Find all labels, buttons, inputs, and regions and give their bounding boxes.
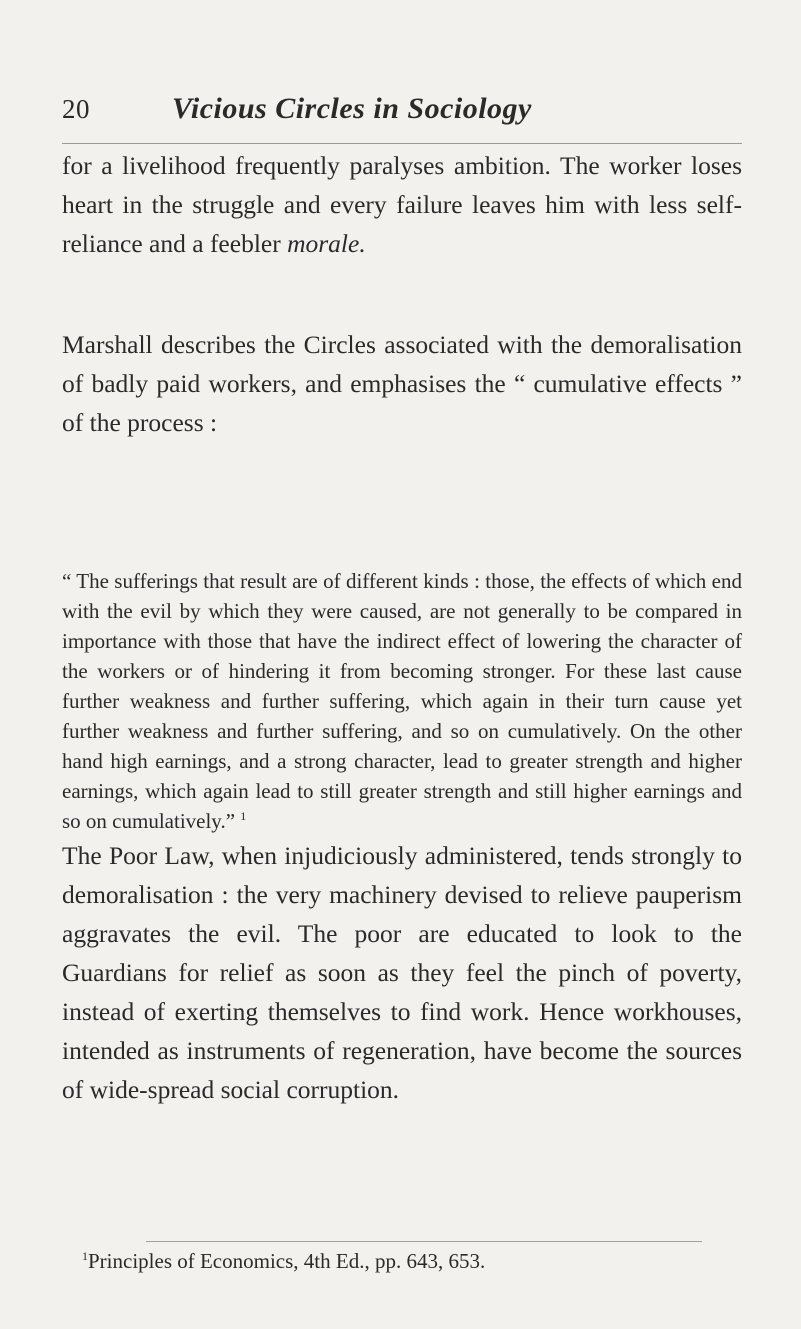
- block-quote: [62, 566, 742, 836]
- page-header: [62, 92, 742, 132]
- header-rule: [62, 143, 742, 144]
- page-number: 20: [62, 94, 90, 124]
- paragraph-3: The Poor Law, when injudiciously administered, tends strongly to demoralisation : the very machinery devised to relieve pauperism aggravates the evil. The poor are educated to look to the Guardians for relief as soon as they feel the pinch of poverty, instead of exerting themselves to find work. Hence workhouses, intended as instruments of regeneration, have become the sources of wide-spread social corruption.: [62, 841, 742, 1104]
- running-title: Vicious Circles in Sociology: [172, 92, 532, 125]
- footnote: [82, 1247, 732, 1275]
- paragraph-1: [62, 146, 742, 263]
- footnote-rule: [146, 1241, 702, 1242]
- paragraph-1-italic: morale.: [287, 229, 366, 258]
- footnote-marker: 1: [82, 1249, 88, 1263]
- block-quote-text: “ The sufferings that result are of different kinds : those, the effects of which end with the evil by which they were caused, are not generally to be compared in importance with those that have the indirect effect of lowering the character of the workers or of hindering it from becoming stronger. For these last cause further weakness and further suffering, which again in their turn cause yet further weakness and further suffering, and so on cumulatively. On the other hand high earnings, and a strong character, lead to greater strength and higher earnings, which again lead to still greater strength and still higher earnings and so on cumulatively.”: [62, 569, 742, 833]
- paragraph-2: Marshall describes the Circles associated with the demoralisation of badly paid workers, and emphasises the “ cumulative effects ” of the process :: [62, 330, 742, 437]
- paragraph-1-text: for a livelihood frequently paralyses ambition. The worker loses heart in the struggle and every failure leaves him with less self-reliance and a feebler: [62, 151, 742, 258]
- footnote-text: Principles of Economics, 4th Ed., pp. 643, 653.: [88, 1249, 486, 1273]
- footnote-reference: 1: [240, 809, 247, 823]
